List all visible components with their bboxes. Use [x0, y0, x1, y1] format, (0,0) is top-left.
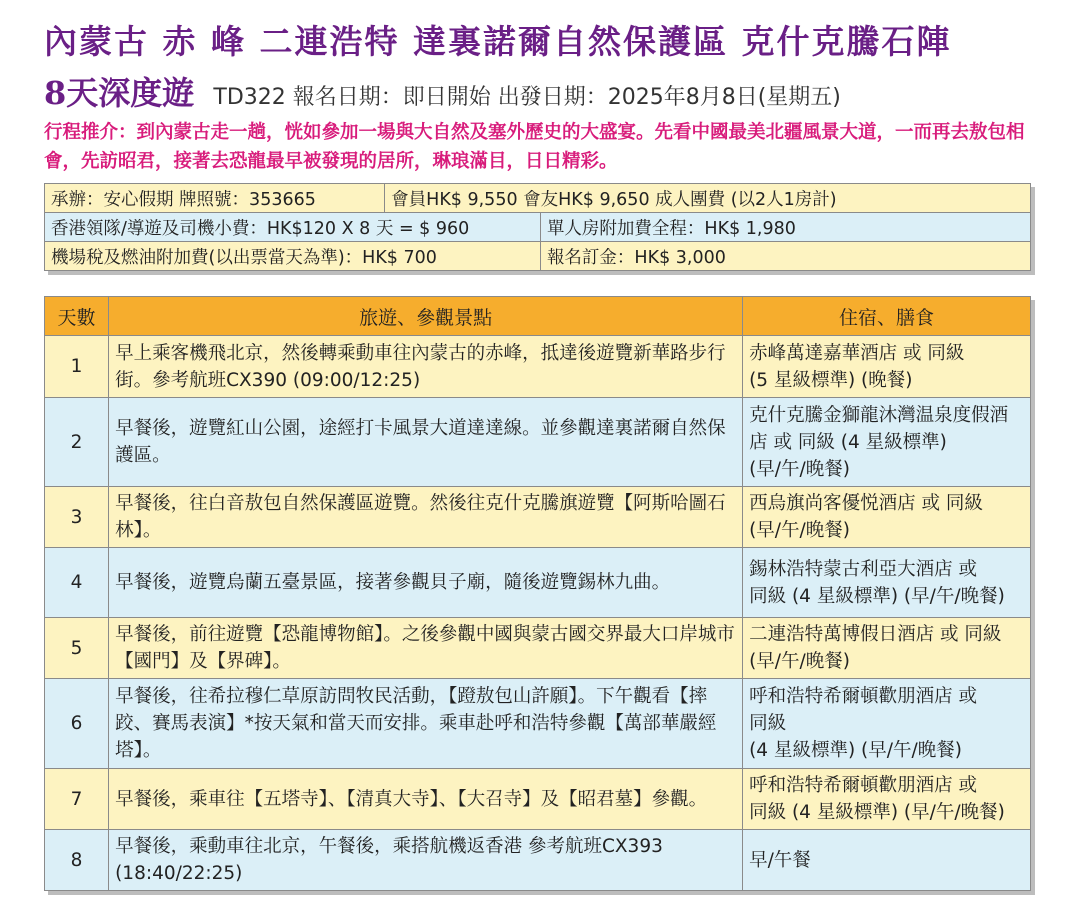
itinerary-table [44, 296, 1031, 891]
day-spots: 早餐後，乘動車往北京，午餐後，乘搭航機返香港 參考航班CX393 (18:40/22:25) [109, 830, 743, 891]
day-number: 8 [45, 830, 109, 891]
fee-table [44, 183, 1031, 271]
day-spots: 早上乘客機飛北京，然後轉乘動車往內蒙古的赤峰，抵達後遊覽新華路步行街。參考航班CX390 (09:00/12:25) [109, 336, 743, 398]
day-hotel: 西烏旗尚客優悦酒店 或 同級 (早/午/晚餐) [743, 487, 1031, 548]
itinerary-row [45, 830, 1031, 891]
itinerary-box [44, 296, 1031, 891]
day-hotel: 錫林浩特蒙古利亞大酒店 或 同級 (4 星級標準) (早/午/晚餐) [743, 548, 1031, 618]
day-hotel: 呼和浩特希爾頓歡朋酒店 或 同級 (4 星級標準) (早/午/晚餐) [743, 769, 1031, 830]
tour-duration: 8天深度遊 [44, 74, 195, 112]
day-spots: 早餐後，遊覽烏蘭五臺景區，接著參觀貝子廟，隨後遊覽錫林九曲。 [109, 548, 743, 618]
price-cell: 會員HK$ 9,550 會友HK$ 9,650 成人團費 (以2人1房計) [385, 184, 1031, 213]
day-spots: 早餐後，前往遊覽【恐龍博物館】。之後參觀中國與蒙古國交界最大口岸城市【國門】及【界碑】。 [109, 618, 743, 679]
day-spots: 早餐後，往白音敖包自然保護區遊覽。然後往克什克騰旗遊覽【阿斯哈圖石林】。 [109, 487, 743, 548]
fee-row [45, 242, 1031, 271]
day-number: 3 [45, 487, 109, 548]
itinerary-row [45, 548, 1031, 618]
tax-cell: 機場稅及燃油附加費(以出票當天為準)：HK$ 700 [45, 242, 541, 271]
day-number: 1 [45, 336, 109, 398]
subtitle-line [44, 68, 841, 114]
itinerary-row [45, 618, 1031, 679]
organizer-cell: 承辦：安心假期 牌照號：353665 [45, 184, 385, 213]
page-title: 內蒙古 赤 峰 二連浩特 達裏諾爾自然保護區 克什克騰石陣 [44, 22, 952, 61]
intro-text: 行程推介：到內蒙古走一趟，恍如參加一場與大自然及塞外歷史的大盛宴。先看中國最美北疆風景大道，一而再去敖包相會，先訪昭君，接著去恐龍最早被發現的居所，琳琅滿目，日日精彩。 [44, 122, 1025, 172]
tips-cell: 香港領隊/導遊及司機小費：HK$120 X 8 天 = $ 960 [45, 213, 541, 242]
day-hotel: 早/午餐 [743, 830, 1031, 891]
single-room-cell: 單人房附加費全程：HK$ 1,980 [540, 213, 1030, 242]
day-hotel: 克什克騰金獅龍沐灣温泉度假酒店 或 同級 (4 星級標準) (早/午/晚餐) [743, 398, 1031, 487]
day-hotel: 赤峰萬達嘉華酒店 或 同級 (5 星級標準) (晚餐) [743, 336, 1031, 398]
itinerary-row [45, 487, 1031, 548]
hotel-column-header: 住宿、膳食 [743, 297, 1031, 336]
fee-row [45, 184, 1031, 213]
spots-column-header: 旅遊、參觀景點 [109, 297, 743, 336]
day-number: 5 [45, 618, 109, 679]
day-number: 6 [45, 679, 109, 769]
day-hotel: 二連浩特萬博假日酒店 或 同級 (早/午/晚餐) [743, 618, 1031, 679]
itinerary-header-row [45, 297, 1031, 336]
day-hotel: 呼和浩特希爾頓歡朋酒店 或 同級 (4 星級標準) (早/午/晚餐) [743, 679, 1031, 769]
day-spots: 早餐後，往希拉穆仁草原訪問牧民活動，【蹬敖包山許願】。下午觀看【摔跤、賽馬表演】*按天氣和當天而安排。乘車赴呼和浩特參觀【萬部華嚴經塔】。 [109, 679, 743, 769]
deposit-cell: 報名訂金：HK$ 3,000 [540, 242, 1030, 271]
day-number: 4 [45, 548, 109, 618]
day-number: 7 [45, 769, 109, 830]
fee-box [44, 183, 1031, 271]
day-column-header: 天數 [45, 297, 109, 336]
itinerary-row [45, 769, 1031, 830]
day-number: 2 [45, 398, 109, 487]
day-spots: 早餐後，遊覽紅山公園，途經打卡風景大道達達線。並參觀達裏諾爾自然保護區。 [109, 398, 743, 487]
fee-row [45, 213, 1031, 242]
tour-info: TD322 報名日期：即日開始 出發日期：2025年8月8日(星期五) [213, 85, 841, 110]
itinerary-row [45, 336, 1031, 398]
itinerary-row [45, 398, 1031, 487]
day-spots: 早餐後，乘車往【五塔寺】、【清真大寺】、【大召寺】及【昭君墓】參觀。 [109, 769, 743, 830]
itinerary-row [45, 679, 1031, 769]
